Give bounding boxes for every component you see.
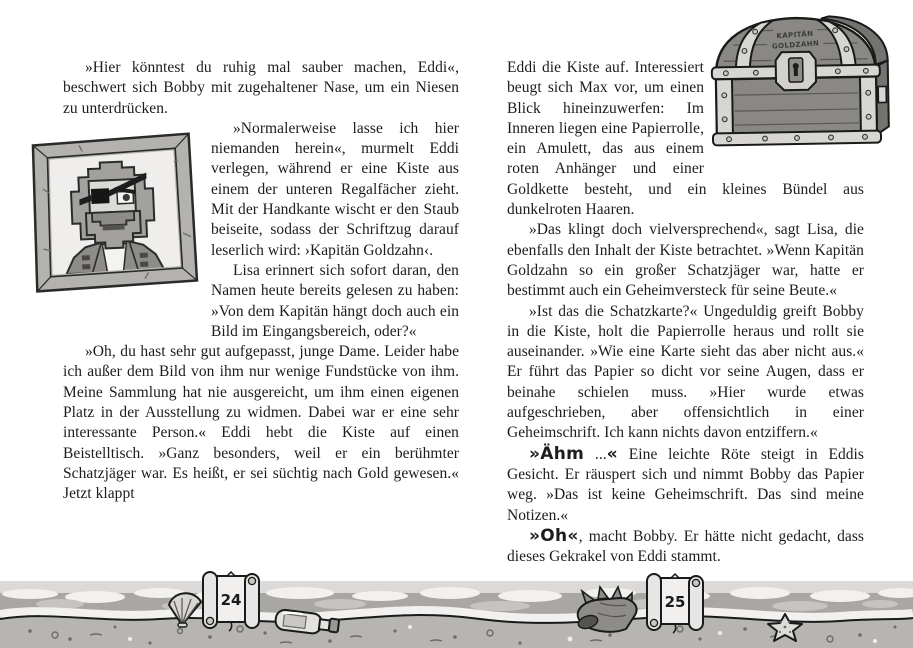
paragraph-text: »Oh, du hast sehr gut aufgepasst, junge Dame. Leider habe ich außer dem Bild von ihm nur wenige Fundstücke von ihm. Meine Sammlung hat nie ausgereicht, um ihm einen eigenen Platz in der Ausstellung zu widmen. Dabei war er eine sehr interessante Person.« Eddi hebt die Kiste auf einen Beistelltisch. »Ganz besonders, weil er ein berühmter Schatzjäger war. Es heißt, er sei süchtig nach Gold gewesen.« Jetzt klappt	[63, 343, 459, 503]
quote-close: «	[606, 443, 619, 464]
eyepatch	[91, 188, 110, 204]
chest-label-line2: GOLDZAHN	[771, 39, 820, 51]
beach-footer-illustration	[0, 563, 913, 648]
left-page-number: 24	[220, 591, 242, 609]
paragraph-text: Eine leichte Röte steigt in Eddis Gesicht. Er räuspert sich und nimmt Bobby das Papier weg. »Das ist keine Geheimschrift. Das sind meine Notizen.«	[507, 445, 864, 524]
paragraph-text: Eddi die Kiste auf. Interessiert beugt sich Max vor, um einen Blick hineinzuwerfen: Im Inneren liegen eine Papierrolle, ein Amulett, das aus einem roten Anhänger und einer Goldkette besteht, und ein kleines Bündel aus dunkelroten Haaren.	[507, 59, 864, 219]
paragraph-text: »Ist das die Schatzkarte?« Ungeduldig greift Bobby in die Kiste, holt die Papierrolle heraus und rollt sie auseinander. »Wie eine Karte sieht das aber nicht aus.« Er führt das Papier so dicht vor seine Augen, dass er beinahe schielen muss. »Hier wurde etwas aufgeschrieben, aber offensichtlich in einer Geheimschrift. Ich kann nichts davon entziffern.«	[507, 302, 864, 442]
right-page-number: 25	[664, 593, 686, 611]
exclamation-aehm: »Ähm	[529, 443, 585, 464]
paragraph-text: ...	[584, 445, 607, 463]
paragraph-text: »Hier könntest du ruhig mal sauber machen, Eddi«, beschwert sich Bobby mit zugehaltener Nase, um ein Niesen zu unterdrücken.	[63, 59, 459, 117]
pirate-portrait-illustration	[22, 126, 206, 302]
paragraph-text: »Das klingt doch vielversprechend«, sagt Lisa, die ebenfalls den Inhalt der Kiste betrachtet. »Wenn Kapitän Goldzahn so ein großer Schatzjäger war, hatte er bestimmt auch ein Geheimversteck für seine Beute.«	[507, 221, 864, 300]
paragraph	[63, 58, 459, 119]
paragraph	[507, 444, 864, 526]
paragraph	[507, 526, 864, 568]
treasure-chest-illustration	[700, 4, 894, 156]
page-number-scroll-right	[647, 574, 703, 633]
chest-label-line1: KAPITÄN	[776, 29, 814, 41]
paragraph	[63, 342, 459, 504]
paragraph	[507, 220, 864, 301]
paragraph	[507, 302, 864, 444]
paragraph-text: Lisa erinnert sich sofort daran, den Namen heute bereits gelesen zu haben: »Von dem Kapitän hängt doch auch ein Bild im Eingangsbereich, oder?«	[211, 261, 459, 340]
exclamation-oh: »Oh«	[529, 525, 579, 546]
paragraph-text: »Normalerweise lasse ich hier niemanden herein«, murmelt Eddi verlegen, während er eine Kiste aus einem der unteren Regalfächer zieht. Mit der Handkante wischt er den Staub beiseite, sodass der Schriftzug darauf leserlich wird: ›Kapitän Goldzahn‹.	[211, 119, 459, 259]
chest-lock	[776, 52, 817, 91]
paragraph-text: , macht Bobby. Er hätte nicht gedacht, dass dieses Gekrakel von Eddi stammt.	[507, 527, 864, 566]
page-number-scroll-left	[203, 572, 259, 631]
